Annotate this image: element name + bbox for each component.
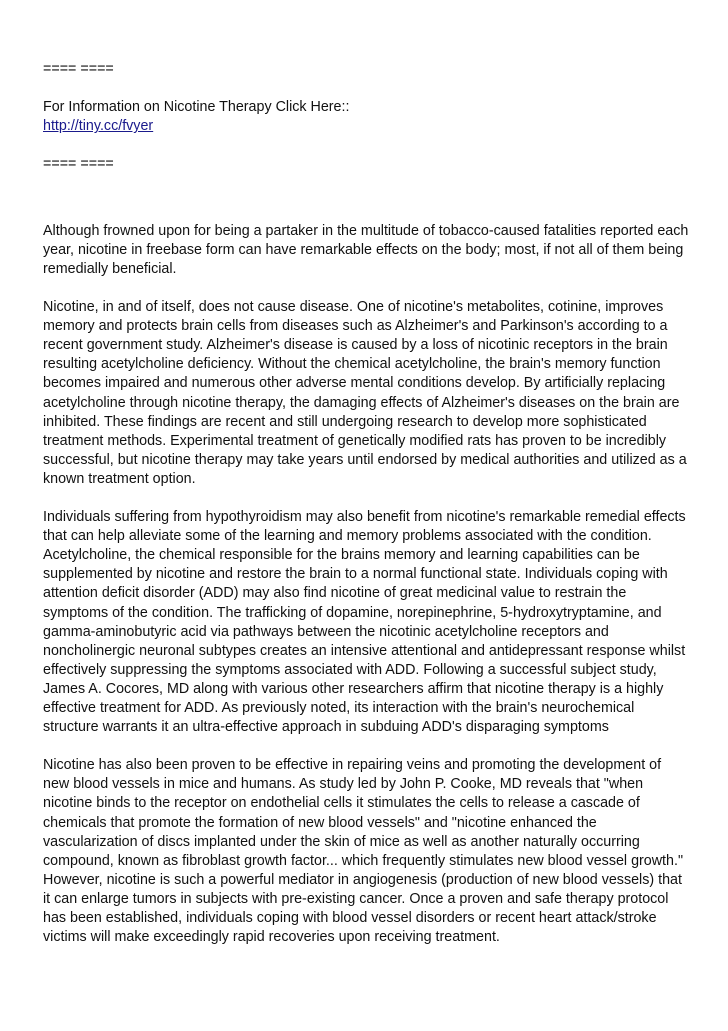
paragraph-blood-vessels: Nicotine has also been proven to be effective in repairing veins and promoting the development of new blood vessels in mice and humans. As study led by John P. Cooke, MD reveals that "when nicotine binds to the receptor on endothelial cells it stimulates the cells to release a cascade of chemicals that promote the formation of new blood vessels" and "nicotine enhanced the vascularization of discs implanted under the skin of mice as well as another naturally occurring compound, known as fibroblast growth factor... which frequently stimulates new blood vessel growth." However, nicotine is such a powerful mediator in angiogenesis (production of new blood vessels) that it can enlarge tumors in subjects with pre-existing cancer. Once a proven and safe therapy protocol has been established, individuals coping with blood vessel disorders or recent heart attack/stroke victims will make exceedingly rapid recoveries upon receiving treatment. xyxy=(43,757,684,946)
separator-top: ==== ==== xyxy=(43,61,114,77)
spacer xyxy=(43,194,691,222)
separator-bottom: ==== ==== xyxy=(43,156,114,173)
paragraph-add: Individuals suffering from hypothyroidism may also benefit from nicotine's remarkable remedial effects that can help alleviate some of the learning and memory problems associated with the condition. Acetylcholine, the chemical responsible for the brains memory and learning capabilities can be supplemented by nicotine and restore the brain to a normal functional state. Individuals coping with attention deficit disorder (ADD) may also find nicotine of great medicinal value to restrain the symptoms of the condition. The trafficking of dopamine, norepinephrine, 5-hydroxytryptamine, and gamma-aminobutyric acid via pathways between the nicotinic acetylcholine receptors and noncholinergic neuronal subtypes creates an intensive attentional and antidepressant response whilst effectively suppressing the symptoms associated with ADD. Following a successful subject study, James A. Cocores, MD along with various other researchers affirm that nicotine therapy is a highly effective treatment for ADD. As previously noted, its interaction with the brain's neurochemical structure warrants it an ultra-effective approach in subduing ADD's disparaging symptoms xyxy=(43,509,686,736)
paragraph-intro: Although frowned upon for being a partaker in the multitude of tobacco-caused fatalities reported each year, nicotine in freebase form can have remarkable effects on the body; most, if not all of them being remedially beneficial. xyxy=(43,222,689,277)
paragraph-alzheimers: Nicotine, in and of itself, does not cause disease. One of nicotine's metabolites, cotinine, improves memory and protects brain cells from diseases such as Alzheimer's and Parkinson's according to a recent government study. Alzheimer's disease is caused by a loss of nicotinic receptors in the brain resulting acetylcholine deficiency. Without the chemical acetylcholine, the brain's memory function becomes impaired and numerous other adverse mental conditions develop. By artificially replacing acetylcholine through nicotine therapy, the damaging effects of Alzheimer's diseases on the brain are inhibited. These findings are recent and still undergoing research to develop more sophisticated treatment methods. Experimental treatment of genetically modified rats has proven to be incredibly successful, but nicotine therapy may take years until endorsed by medical authorities and utilized as a known treatment option. xyxy=(43,299,687,487)
spacer xyxy=(43,489,691,508)
info-text: For Information on Nicotine Therapy Click Here:: xyxy=(43,99,350,116)
spacer xyxy=(43,136,691,155)
spacer xyxy=(43,175,691,194)
therapy-link[interactable]: http://tiny.cc/fvyer xyxy=(43,118,154,135)
spacer xyxy=(43,279,691,298)
spacer xyxy=(43,737,691,756)
spacer xyxy=(43,79,691,98)
document-page xyxy=(43,60,691,947)
